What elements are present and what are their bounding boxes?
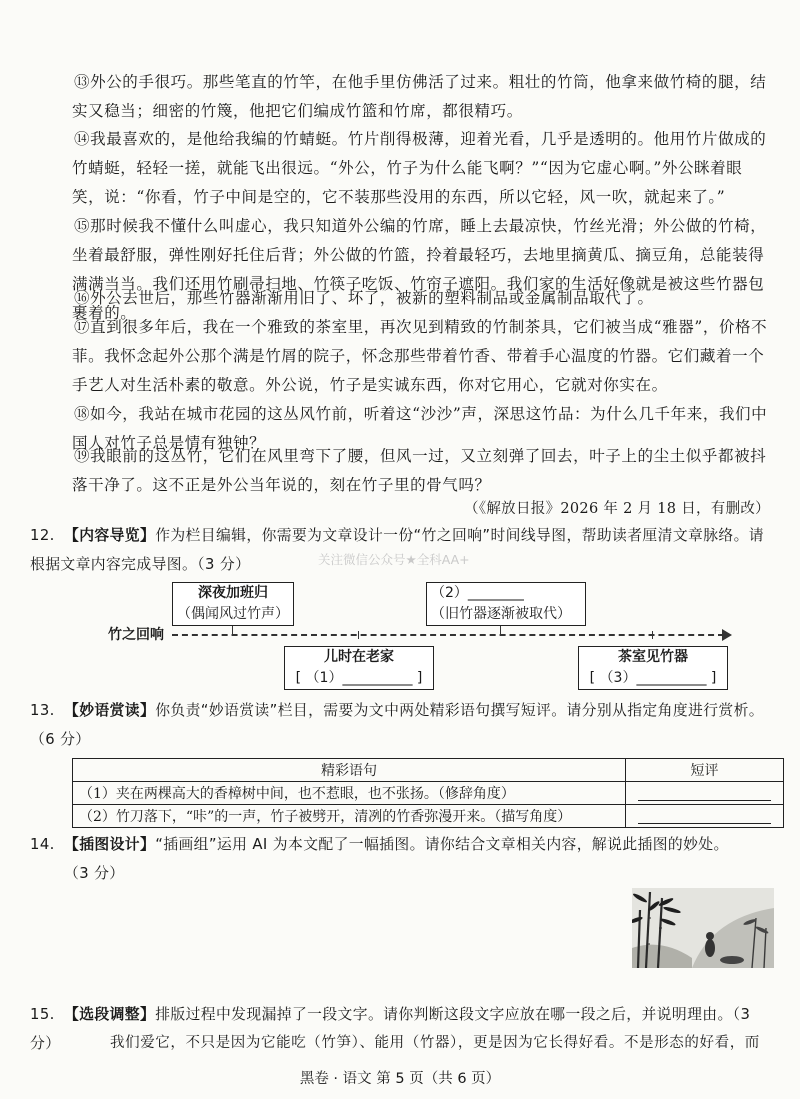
paragraph-16: ⑯外公去世后，那些竹器渐渐用旧了、坏了，被新的塑料制品或金属制品取代了。 [74,289,654,307]
question-number: 15. [30,1006,55,1023]
question-text: 你负责“妙语赏读”栏目，需要为文中两处精彩语句撰写短评。请分别从指定角度进行赏析。（6 分） [30,702,765,748]
table-header-comment: 短评 [626,759,784,782]
paragraph-17: ⑰直到很多年后，我在一个雅致的茶室里，再次见到精致的竹制茶具，它们被当成“雅器”，价格不菲。我怀念起外公那个满是竹屑的院子，怀念那些带着竹香、带着手心温度的竹器。它们藏着一个手艺人对生活朴素的敬意。外公说，竹子是实诚东西，你对它用心，它就对你实在。 [72,318,768,394]
question-number: 14. [30,836,55,853]
timeline-tick [358,631,359,639]
comment-answer-blank[interactable] [626,782,784,805]
timeline-axis [172,634,724,636]
timeline-box-title: 儿时在老家 [324,649,394,665]
timeline-tick [500,626,501,634]
question-text: “插画组”运用 AI 为本文配了一幅插图。请你结合文章相关内容，解说此插图的妙处。 [155,836,729,853]
timeline-box-3[interactable] [284,646,434,690]
question-14 [30,830,772,888]
question-number: 12. [30,527,55,544]
comment-answer-blank[interactable] [626,805,784,828]
timeline-box-4[interactable] [578,646,728,690]
table-header-sentence: 精彩语句 [73,759,626,782]
question-text: 作为栏目编辑，你需要为文章设计一份“竹之回响”时间线导图，帮助读者厘清文章脉络。请根据文章内容完成导图。（3 分） [30,527,765,573]
question-score: （3 分） [64,865,125,882]
table-row [73,805,784,828]
timeline-box-subtitle: （偶闻风过竹声） [177,606,289,622]
watermark: 关注微信公众号★全科AA+ [318,552,470,567]
question-tag: 【妙语赏读】 [64,702,156,719]
question-number: 13. [30,702,55,719]
page-footer: 黑卷 · 语文 第 5 页（共 6 页） [299,1071,501,1087]
timeline-box-subtitle: [ （1）__________ ] [295,670,423,686]
ink-bamboo-illustration [632,888,774,968]
paragraph-13: ⑬外公的手很巧。那些笔直的竹竿，在他手里仿佛活了过来。粗壮的竹筒，他拿来做竹椅的腿，结实又稳当；细密的竹篾，他把它们编成竹篮和竹席，都很精巧。 [72,73,767,120]
timeline-box-subtitle: [ （3）__________ ] [589,670,717,686]
question-tag: 【插图设计】 [64,836,156,853]
timeline-arrow [722,629,732,641]
paragraph-15: ⑮那时候我不懂什么叫虚心，我只知道外公编的竹席，睡上去最凉快，竹丝光滑；外公做的竹椅，坐着最舒服，弹性刚好托住后背；外公做的竹篮，拎着最轻巧，去地里摘黄瓜、摘豆角，总能装得满满当当。我们还用竹刷帚扫地、竹筷子吃饭、竹帘子遮阳。我们家的生活好像就是被这些竹器包裹着的。 [72,217,767,322]
timeline-box-title: 深夜加班归 [198,585,268,601]
question-tag: 【内容导览】 [64,527,156,544]
table-cell-sentence: （2）竹刀落下，“咔”的一声，竹子被劈开，清冽的竹香弥漫开来。（描写角度） [73,805,626,828]
table-cell-sentence: （1）夹在两棵高大的香樟树中间，也不惹眼，也不张扬。（修辞角度） [73,782,626,805]
question-text: 排版过程中发现漏掉了一段文字。请你判断这段文字应放在哪一段之后，并说明理由。（3 分） [30,1006,751,1052]
bamboo-painting-icon [632,888,774,968]
timeline-box-subtitle: （旧竹器逐渐被取代） [431,606,571,622]
timeline-box-title: 茶室见竹器 [618,649,688,665]
paragraph-18: ⑱如今，我站在城市花园的这丛风竹前，听着这“沙沙”声，深思这竹品：为什么几千年来，我们中国人对竹子总是情有独钟？ [72,405,768,452]
timeline-tick [652,631,653,639]
table-row [73,782,784,805]
question-tag: 【选段调整】 [64,1006,156,1023]
question-13 [30,696,772,754]
timeline-box-1 [172,582,294,626]
timeline-box-title: （2）________ [431,585,524,601]
missing-excerpt: 我们爱它，不只是因为它能吃（竹笋）、能用（竹器），更是因为它长得好看。不是形态的好看，而 [110,1035,760,1051]
paragraph-14: ⑭我最喜欢的，是他给我编的竹蜻蜓。竹片削得极薄，迎着光看，几乎是透明的。他用竹片做成的竹蜻蜓，轻轻一搓，就能飞出很远。“外公，竹子为什么能飞啊？”“因为它虚心啊。”外公眯着眼笑，说：“你看，竹子中间是空的，它不装那些没用的东西，所以它轻，风一吹，就起来了。” [72,130,767,206]
timeline-axis-label: 竹之回响 [108,627,164,643]
article-source: （《解放日报》2026 年 2 月 18 日，有删改） [464,501,770,517]
paragraph-19: ⑲我眼前的这丛竹，它们在风里弯下了腰，但风一过，又立刻弹了回去，叶子上的尘土似乎都被抖落干净了。这不正是外公当年说的，刻在竹子里的骨气吗？ [72,447,767,494]
table-header-row [73,759,784,782]
timeline-tick [232,626,233,634]
appreciation-table [72,758,784,828]
timeline-box-2[interactable] [426,582,586,626]
